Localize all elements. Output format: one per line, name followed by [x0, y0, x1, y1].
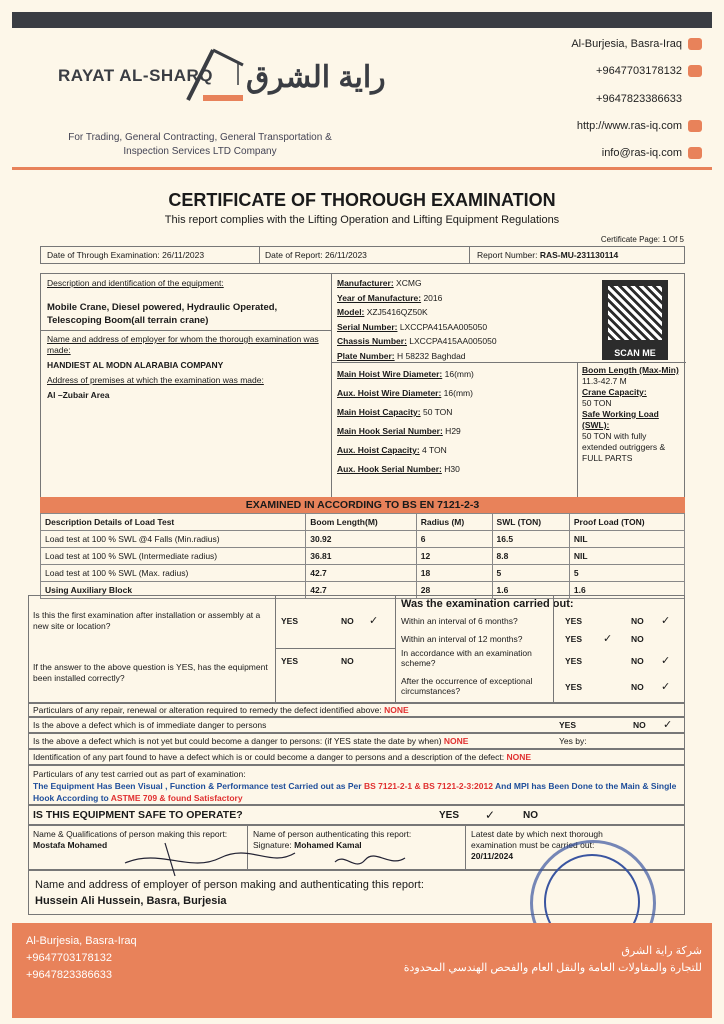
i6-yes: YES	[565, 616, 583, 626]
footer-arabic-name: شركة راية الشرق	[621, 945, 702, 957]
immediate-no: NO	[633, 720, 646, 730]
boom-value: 11.3-42.7 M	[582, 376, 627, 386]
load-cell: 8.8	[492, 548, 569, 565]
except-yes: YES	[565, 682, 583, 692]
dates-row	[40, 246, 685, 264]
load-cell: 5	[492, 565, 569, 582]
logo-arabic: راية الشرق	[246, 61, 386, 94]
spec-item: Aux. Hook Serial Number: H30	[337, 464, 460, 474]
load-header-cell: SWL (TON)	[492, 514, 569, 531]
load-cell: 30.92	[306, 531, 417, 548]
load-cell: 5	[569, 565, 684, 582]
question-installed: If the answer to the above question is YES, has the equipment been installed correctly?	[33, 662, 268, 683]
employer-name: HANDIEST AL MODN ALARABIA COMPANY	[47, 360, 224, 370]
questions-section	[28, 595, 685, 703]
immediate-no-check-icon: ✓	[663, 719, 673, 731]
report-number: Report Number: RAS-MU-231130114	[477, 250, 619, 260]
employer-label: Name and address of employer for whom the thorough examination was made:	[47, 334, 319, 355]
load-cell: 16.5	[492, 531, 569, 548]
load-test-table	[40, 513, 685, 599]
report-date: Date of Report: 26/11/2023	[265, 250, 367, 260]
swl-label: Safe Working Load (SWL):	[582, 409, 659, 430]
load-row	[41, 548, 685, 565]
yes-by-label: Yes by:	[559, 736, 587, 746]
email-icon	[688, 147, 702, 159]
bs-standard-title: EXAMINED IN ACCORDING TO BS EN 7121-2-3	[40, 497, 685, 513]
equipment-desc: Mobile Crane, Diesel powered, Hydraulic Operated, Telescoping Boom(all terrain crane)	[47, 302, 278, 326]
safe-yes-check-icon: ✓	[485, 808, 496, 822]
q2-no: NO	[341, 656, 354, 666]
footer-arabic	[404, 943, 702, 977]
spec-item: Main Hook Serial Number: H29	[337, 426, 461, 436]
qr-label: SCAN ME	[614, 348, 656, 358]
globe-icon	[688, 120, 702, 132]
equipment-desc-label: Description and identification of the equipment:	[47, 278, 224, 288]
repair-row: Particulars of any repair, renewal or alteration required to remedy the defect identified above: NONE	[28, 703, 685, 717]
tests-details: The Equipment Has Been Visual , Function & Performance test Carried out as Per BS 7121-2-1 & BS 7121-2-3:2012 And MPI has Been Done to the Main & Single Hook According to ASTME 709 & found Satisfactory	[33, 781, 677, 803]
signature-maker-icon	[120, 838, 300, 878]
contact-phone1: +9647703178132	[596, 65, 702, 77]
load-header-row	[41, 514, 685, 531]
load-cell: Using Auxiliary Block	[41, 582, 306, 599]
safe-no: NO	[523, 810, 538, 821]
except-no: NO	[631, 682, 644, 692]
i12-yes-check-icon: ✓	[603, 633, 613, 645]
equipment-section	[40, 273, 685, 498]
i12-no: NO	[631, 634, 644, 644]
safe-row	[28, 805, 685, 825]
premises-label: Address of premises at which the examination was made:	[47, 375, 264, 385]
interval-exceptional: After the occurrence of exceptional circumstances?	[401, 676, 533, 696]
load-header-cell: Proof Load (TON)	[569, 514, 684, 531]
spec-item: Model: XZJ5416QZ50K	[337, 307, 428, 317]
load-cell: 1.6	[569, 582, 684, 599]
tests-label: Particulars of any test carried out as part of examination:	[33, 769, 246, 779]
page-title: CERTIFICATE OF THOROUGH EXAMINATION	[168, 190, 556, 210]
q1-no: NO	[341, 616, 354, 626]
swl-value: 50 TON with fully extended outriggers & FULL PARTS	[582, 431, 666, 463]
identification-row: Identification of any part found to have a defect which is or could become a danger to persons and a description of the defect: NONE	[28, 749, 685, 765]
load-cell: Load test at 100 % SWL @4 Falls (Min.radius)	[41, 531, 306, 548]
footer-contact	[26, 933, 137, 984]
load-cell: 6	[416, 531, 492, 548]
phone-icon	[688, 65, 702, 77]
load-row	[41, 531, 685, 548]
load-cell: Load test at 100 % SWL (Intermediate radius)	[41, 548, 306, 565]
spec-item: Aux. Hoist Capacity: 4 TON	[337, 445, 447, 455]
company-tagline: For Trading, General Contracting, General Transportation & Inspection Services LTD Company	[68, 132, 332, 157]
spec-item: Chassis Number: LXCCPA415AA005050	[337, 336, 497, 346]
load-header-cell: Radius (M)	[416, 514, 492, 531]
crane-cap-label: Crane Capacity:	[582, 387, 647, 397]
q1-no-check-icon: ✓	[369, 615, 379, 627]
footer-phone1: +9647703178132	[26, 952, 112, 964]
safe-question: IS THIS EQUIPMENT SAFE TO OPERATE?	[33, 809, 243, 821]
logo-name: RAYAT AL-SHARQ	[58, 66, 213, 85]
load-row	[41, 565, 685, 582]
boom-label: Boom Length (Max-Min)	[582, 365, 679, 375]
except-no-check-icon: ✓	[661, 681, 671, 693]
immediate-danger-row: Is the above a defect which is of immediate danger to persons YES NO ✓	[28, 717, 685, 733]
scheme-no-check-icon: ✓	[661, 655, 671, 667]
signature-auth-icon	[330, 850, 410, 874]
spec-item: Aux. Hoist Wire Diameter: 16(mm)	[337, 388, 473, 398]
load-cell: 28	[416, 582, 492, 599]
load-header-cell: Boom Length(M)	[306, 514, 417, 531]
future-danger-row: Is the above a defect which is not yet but could become a danger to persons: (if YES state the date by when) NONE Yes by:	[28, 733, 685, 749]
load-cell: NIL	[569, 548, 684, 565]
spec-item: Plate Number: H 58232 Baghdad	[337, 350, 466, 361]
load-cell: 18	[416, 565, 492, 582]
spec-item: Manufacturer: XCMG	[337, 278, 422, 288]
footer-arabic-tagline: للتجارة والمقاولات العامة والنقل العام والفحص الهندسي المحدودة	[403, 962, 702, 974]
divider	[12, 167, 712, 170]
qr-code[interactable]	[602, 280, 668, 360]
load-cell: 12	[416, 548, 492, 565]
scheme-no: NO	[631, 656, 644, 666]
side-specs	[582, 365, 682, 464]
i6-no: NO	[631, 616, 644, 626]
load-cell: 1.6	[492, 582, 569, 599]
contact-address: Al-Burjesia, Basra-Iraq	[571, 38, 702, 50]
scheme-yes: YES	[565, 656, 583, 666]
load-cell: 42.7	[306, 565, 417, 582]
immediate-yes: YES	[559, 720, 577, 730]
footer	[12, 923, 712, 1018]
load-header-cell: Description Details of Load Test	[41, 514, 306, 531]
tests-row	[28, 765, 685, 805]
maker-info: Name & Qualifications of person making this report: Mostafa Mohamed	[33, 829, 228, 850]
certificate-page: Certificate Page: 1 Of 5	[600, 235, 684, 244]
spec-item: Year of Manufacture: 2016	[337, 292, 443, 303]
page-subtitle: This report complies with the Lifting Operation and Lifting Equipment Regulations	[164, 214, 560, 226]
specs-list	[337, 276, 577, 479]
load-cell: Load test at 100 % SWL (Max. radius)	[41, 565, 306, 582]
carried-out-title: Was the examination carried out:	[401, 598, 574, 610]
spec-item: Main Hoist Capacity: 50 TON	[337, 407, 453, 417]
safe-yes: YES	[439, 810, 460, 821]
top-bar	[12, 12, 712, 28]
qr-pattern-icon	[608, 286, 662, 340]
premises-value: Al –Zubair Area	[47, 390, 110, 400]
interval-scheme: In accordance with an examination scheme?	[401, 648, 532, 668]
employer-author: Hussein Ali Hussein, Basra, Burjesia	[35, 895, 227, 907]
next-exam: Latest date by which next thorough examination must be carried out: 20/11/2024	[471, 829, 603, 861]
spec-item: Main Hoist Wire Diameter: 16(mm)	[337, 369, 474, 379]
q2-yes: YES	[281, 656, 299, 666]
load-cell: 36.81	[306, 548, 417, 565]
employer-author-label: Name and address of employer of person making and authenticating this report:	[35, 879, 424, 891]
question-first-exam: Is this the first examination after installation or assembly at a new site or location?	[33, 610, 261, 631]
contact-email[interactable]: info@ras-iq.com	[602, 147, 702, 159]
crane-cap-value: 50 TON	[582, 398, 612, 408]
footer-phone2: +9647823386633	[26, 969, 112, 981]
auth-info: Name of person authenticating this report: Signature: Mohamed Kamal	[253, 829, 412, 850]
exam-date: Date of Through Examination: 26/11/2023	[47, 250, 205, 260]
i6-no-check-icon: ✓	[661, 615, 671, 627]
interval-6: Within an interval of 6 months?	[401, 616, 518, 626]
interval-12: Within an interval of 12 months?	[401, 634, 523, 644]
spec-item: Serial Number: LXCCPA415AA005050	[337, 321, 488, 332]
contact-website[interactable]: http://www.ras-iq.com	[577, 120, 702, 132]
footer-address: Al-Burjesia, Basra-Iraq	[26, 935, 137, 947]
contact-phone2: +9647823386633	[596, 93, 682, 105]
load-cell: NIL	[569, 531, 684, 548]
i12-yes: YES	[565, 634, 583, 644]
location-icon	[688, 38, 702, 50]
load-cell: 42.7	[306, 582, 417, 599]
q1-yes: YES	[281, 616, 299, 626]
